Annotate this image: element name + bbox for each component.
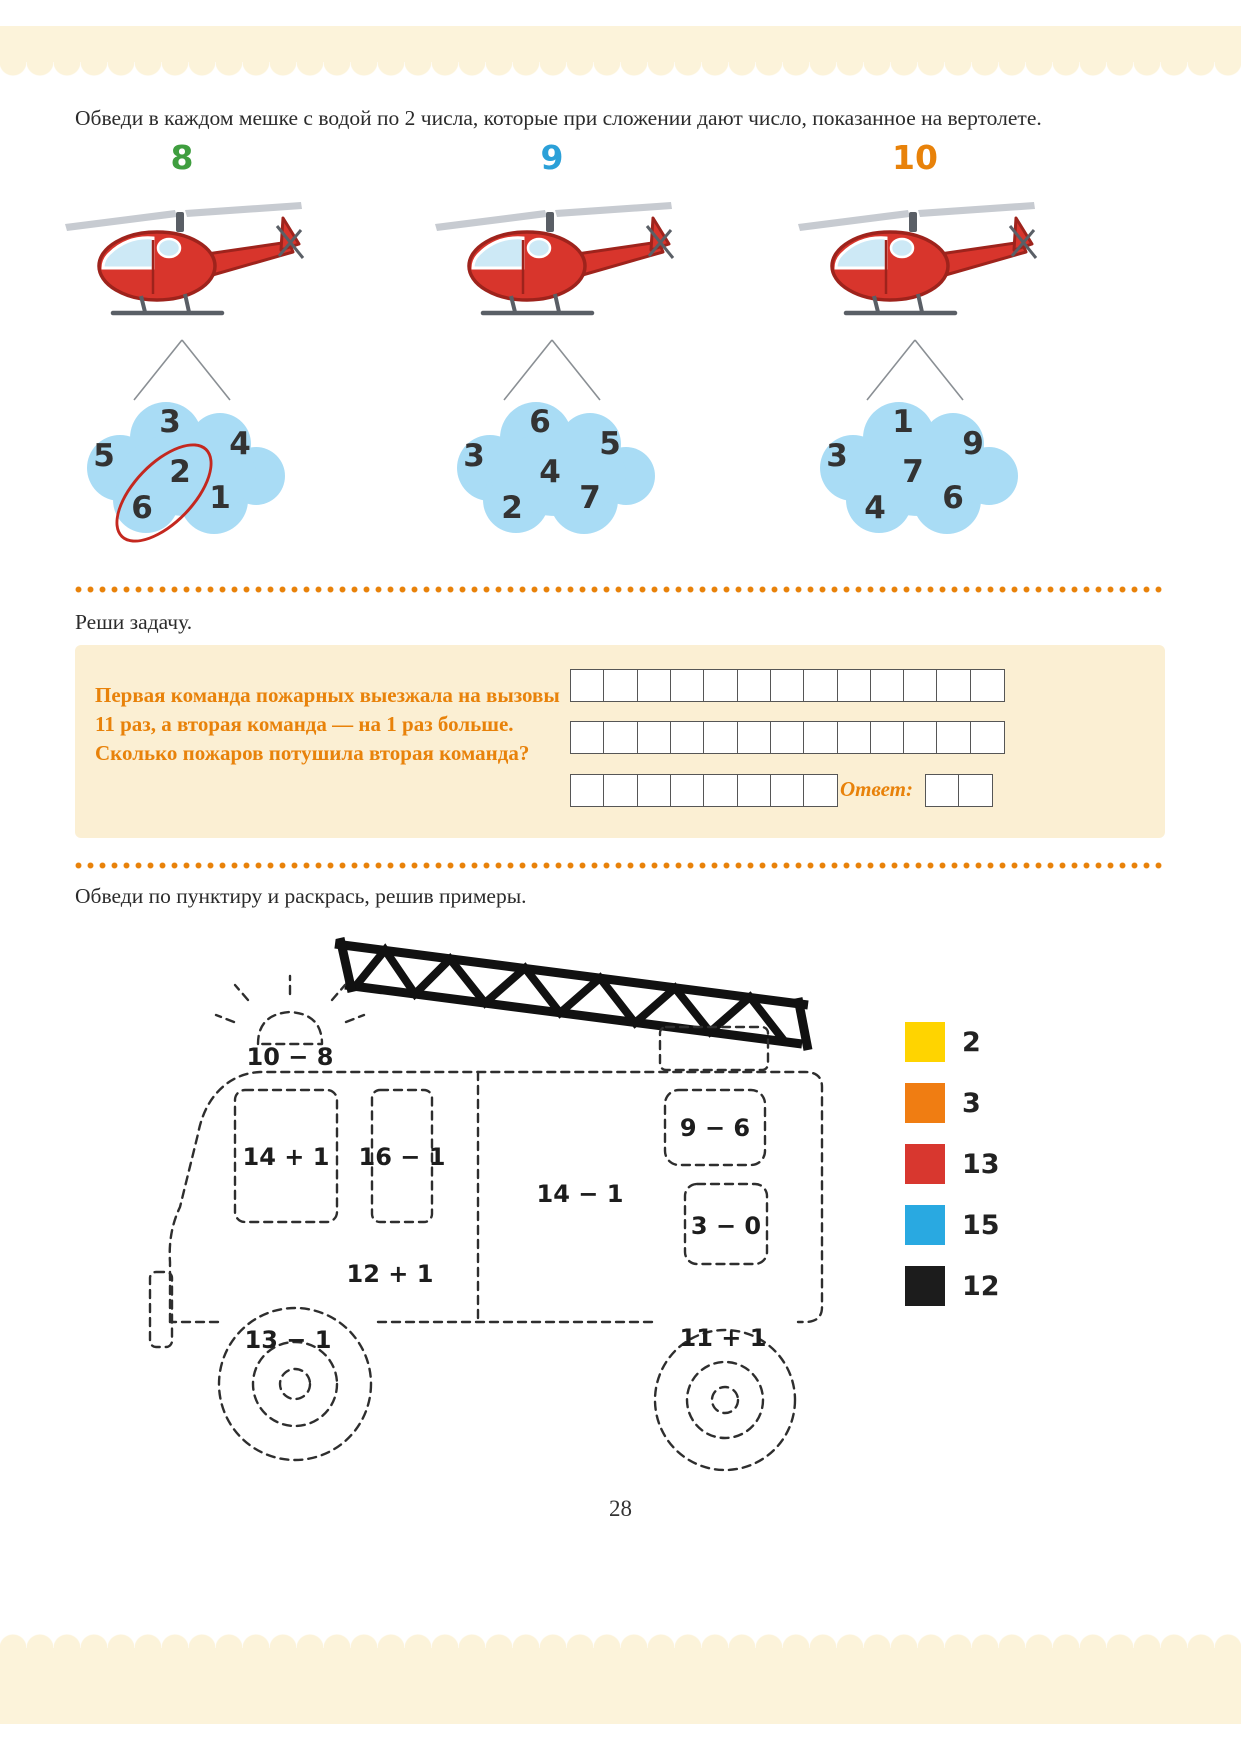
writing-cell [970, 721, 1005, 754]
writing-cell [670, 669, 705, 702]
expression-second-window: 16 − 1 [358, 1143, 446, 1171]
writing-cell [670, 774, 705, 807]
color-swatch [905, 1266, 945, 1306]
target-number: 10 [892, 138, 938, 177]
bag-number: 7 [579, 480, 601, 516]
answer-cell [958, 774, 993, 807]
expression-rear-wheel: 11 + 1 [679, 1324, 767, 1352]
writing-cell [703, 774, 738, 807]
writing-cell [603, 721, 638, 754]
color-legend [905, 1022, 1000, 1327]
beacon-outline [216, 976, 364, 1044]
writing-cell [603, 774, 638, 807]
decorative-top-band [0, 26, 1241, 62]
color-swatch [905, 1083, 945, 1123]
water-bag [444, 396, 659, 556]
bag-number: 1 [209, 480, 231, 516]
answer-grid-row [570, 721, 1005, 754]
cable-lines [402, 338, 702, 402]
decorative-bottom-scallop [0, 1632, 1241, 1648]
writing-cell [570, 721, 605, 754]
answer-label: Ответ: [840, 777, 913, 801]
bag-number: 4 [539, 454, 561, 490]
bag-number: 4 [864, 490, 886, 526]
ladder-illustration [335, 938, 808, 1050]
bag-number: 6 [942, 480, 964, 516]
writing-cell [603, 669, 638, 702]
writing-cell [936, 721, 971, 754]
writing-cell [803, 774, 838, 807]
expression-cab-window: 14 + 1 [242, 1143, 330, 1171]
fire-truck-outline [140, 922, 900, 1482]
answer-grid-row [570, 669, 1005, 702]
expression-beacon: 10 − 8 [246, 1043, 334, 1071]
writing-cell [837, 669, 872, 702]
bag-number: 7 [902, 454, 924, 490]
writing-cell [870, 721, 905, 754]
writing-cell [637, 721, 672, 754]
bag-number: 5 [599, 426, 621, 462]
truck-body-outline [150, 1027, 822, 1347]
writing-cell [570, 774, 605, 807]
bag-number: 5 [93, 438, 115, 474]
writing-cell [837, 721, 872, 754]
writing-cell [637, 774, 672, 807]
bag-number: 9 [962, 426, 984, 462]
legend-item [905, 1083, 1000, 1123]
writing-cell [770, 669, 805, 702]
legend-value: 3 [962, 1087, 981, 1119]
writing-cell [803, 721, 838, 754]
writing-cell [903, 721, 938, 754]
page-number: 28 [609, 1496, 632, 1521]
expression-pump-panel: 9 − 6 [679, 1114, 751, 1142]
helicopter-group-1 [32, 138, 332, 568]
bag-number: 6 [131, 490, 153, 526]
expression-compartment: 3 − 0 [690, 1212, 762, 1240]
word-problem-text: Первая команда пожарных выезжала на вызовы 11 раз, а вторая команда — на 1 раз больше. Сколько пожаров потушила вторая команда? [95, 683, 560, 765]
answer-grid-row [570, 774, 838, 807]
writing-cell [970, 669, 1005, 702]
bag-number: 2 [501, 490, 523, 526]
legend-item [905, 1022, 1000, 1062]
writing-cell [770, 721, 805, 754]
task1-instruction: Обведи в каждом мешке с водой по 2 числа, которые при сложении дают число, показанное на вертолете. [75, 105, 1042, 130]
bag-number: 2 [169, 454, 191, 490]
task3-heading: Обведи по пунктиру и раскрась, решив примеры. [75, 884, 527, 908]
helicopter-group-2 [402, 138, 702, 568]
writing-cell [670, 721, 705, 754]
water-bag [74, 396, 289, 556]
legend-item [905, 1266, 1000, 1306]
cable-lines [32, 338, 332, 402]
task2-heading: Реши задачу. [75, 610, 193, 634]
writing-cell [570, 669, 605, 702]
writing-cell [903, 669, 938, 702]
word-problem-panel [75, 645, 1165, 838]
expression-front-wheel: 13 − 1 [244, 1326, 332, 1354]
bag-number: 3 [159, 404, 181, 440]
answer-cells [925, 774, 993, 807]
decorative-top-scallop [0, 62, 1241, 78]
writing-cell [737, 669, 772, 702]
legend-item [905, 1144, 1000, 1184]
cable-lines [765, 338, 1065, 402]
color-swatch [905, 1144, 945, 1184]
legend-item [905, 1205, 1000, 1245]
bag-number: 4 [229, 426, 251, 462]
dotted-divider [75, 862, 1165, 869]
legend-value: 12 [962, 1270, 1000, 1302]
writing-cell [637, 669, 672, 702]
bag-number: 6 [529, 404, 551, 440]
legend-value: 13 [962, 1148, 1000, 1180]
bag-number: 3 [463, 438, 485, 474]
legend-value: 2 [962, 1026, 981, 1058]
water-bag [807, 396, 1022, 556]
expression-chassis: 12 + 1 [346, 1260, 434, 1288]
target-number: 8 [170, 138, 194, 177]
bag-number: 1 [892, 404, 914, 440]
color-swatch [905, 1205, 945, 1245]
writing-cell [703, 721, 738, 754]
color-swatch [905, 1022, 945, 1062]
helicopter-icon [790, 190, 1040, 330]
helicopter-icon [427, 190, 677, 330]
writing-cell [803, 669, 838, 702]
writing-cell [737, 774, 772, 807]
writing-cell [737, 721, 772, 754]
writing-cell [703, 669, 738, 702]
bag-number: 3 [826, 438, 848, 474]
answer-cell [925, 774, 960, 807]
expression-body: 14 − 1 [536, 1180, 624, 1208]
helicopter-group-3 [765, 138, 1065, 568]
dotted-divider [75, 586, 1165, 593]
helicopter-icon [57, 190, 307, 330]
decorative-bottom-band [0, 1648, 1241, 1724]
writing-cell [936, 669, 971, 702]
writing-cell [870, 669, 905, 702]
writing-cell [770, 774, 805, 807]
legend-value: 15 [962, 1209, 1000, 1241]
target-number: 9 [540, 138, 564, 177]
